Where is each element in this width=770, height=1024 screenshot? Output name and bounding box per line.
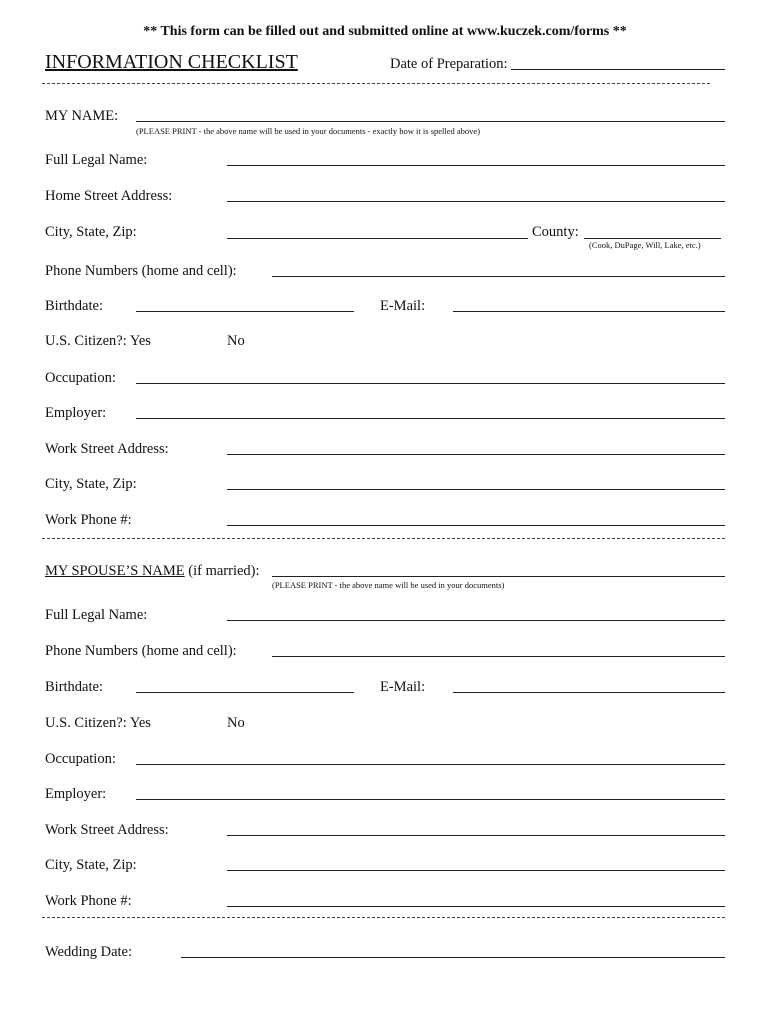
spouse-occupation-field[interactable] bbox=[136, 764, 725, 765]
spouse-work-city-state-zip-label: City, State, Zip: bbox=[45, 857, 137, 873]
my-name-label: MY NAME: bbox=[45, 108, 119, 124]
spouse-phone-numbers-field[interactable] bbox=[272, 656, 725, 657]
spouse-full-legal-name-field[interactable] bbox=[227, 620, 725, 621]
spouse-birthdate-label: Birthdate: bbox=[45, 679, 103, 695]
wedding-date-field[interactable] bbox=[181, 957, 725, 958]
work-phone-label: Work Phone #: bbox=[45, 512, 132, 528]
full-legal-name-field[interactable] bbox=[227, 165, 725, 166]
spouse-us-citizen-no[interactable]: No bbox=[227, 715, 245, 731]
form-title: INFORMATION CHECKLIST bbox=[45, 51, 298, 73]
home-street-field[interactable] bbox=[227, 201, 725, 202]
full-legal-name-label: Full Legal Name: bbox=[45, 152, 148, 168]
spouse-work-phone-label: Work Phone #: bbox=[45, 893, 132, 909]
spouse-us-citizen-yes[interactable]: U.S. Citizen?: Yes bbox=[45, 715, 151, 731]
spouse-phone-numbers-label: Phone Numbers (home and cell): bbox=[45, 643, 237, 659]
spouse-work-phone-field[interactable] bbox=[227, 906, 725, 907]
spouse-name-label bbox=[45, 563, 260, 580]
occupation-label: Occupation: bbox=[45, 370, 116, 386]
us-citizen-yes[interactable]: U.S. Citizen?: Yes bbox=[45, 333, 151, 349]
county-note: (Cook, DuPage, Will, Lake, etc.) bbox=[589, 240, 701, 250]
online-notice: ** This form can be filled out and submitted online at www.kuczek.com/forms ** bbox=[143, 24, 627, 39]
occupation-field[interactable] bbox=[136, 383, 725, 384]
section-divider bbox=[42, 83, 710, 84]
spouse-name-field[interactable] bbox=[272, 576, 725, 577]
my-name-note: (PLEASE PRINT - the above name will be used in your documents - exactly how it is spelled above) bbox=[136, 126, 481, 136]
phone-numbers-field[interactable] bbox=[272, 276, 725, 277]
home-street-label: Home Street Address: bbox=[45, 188, 173, 204]
work-phone-field[interactable] bbox=[227, 525, 725, 526]
work-street-field[interactable] bbox=[227, 454, 725, 455]
email-field[interactable] bbox=[453, 311, 725, 312]
county-field[interactable] bbox=[584, 238, 721, 239]
my-name-field[interactable] bbox=[136, 121, 725, 122]
city-state-zip-field[interactable] bbox=[227, 238, 528, 239]
section-divider bbox=[42, 538, 725, 539]
spouse-occupation-label: Occupation: bbox=[45, 751, 116, 767]
spouse-full-legal-name-label: Full Legal Name: bbox=[45, 607, 148, 623]
spouse-birthdate-field[interactable] bbox=[136, 692, 354, 693]
spouse-employer-label: Employer: bbox=[45, 786, 107, 802]
city-state-zip-label: City, State, Zip: bbox=[45, 224, 137, 240]
spouse-name-heading: MY SPOUSE’S NAME bbox=[45, 563, 185, 579]
birthdate-field[interactable] bbox=[136, 311, 354, 312]
spouse-work-city-state-zip-field[interactable] bbox=[227, 870, 725, 871]
birthdate-label: Birthdate: bbox=[45, 298, 103, 314]
spouse-name-note: (PLEASE PRINT - the above name will be used in your documents) bbox=[272, 580, 505, 590]
work-street-label: Work Street Address: bbox=[45, 441, 169, 457]
us-citizen-no[interactable]: No bbox=[227, 333, 245, 349]
county-label: County: bbox=[532, 224, 579, 240]
employer-field[interactable] bbox=[136, 418, 725, 419]
spouse-email-label: E-Mail: bbox=[380, 679, 426, 695]
spouse-employer-field[interactable] bbox=[136, 799, 725, 800]
work-city-state-zip-field[interactable] bbox=[227, 489, 725, 490]
spouse-work-street-label: Work Street Address: bbox=[45, 822, 169, 838]
phone-numbers-label: Phone Numbers (home and cell): bbox=[45, 263, 237, 279]
wedding-date-label: Wedding Date: bbox=[45, 944, 133, 960]
work-city-state-zip-label: City, State, Zip: bbox=[45, 476, 137, 492]
date-of-preparation-field[interactable] bbox=[511, 69, 725, 70]
date-of-preparation-label: Date of Preparation: bbox=[390, 56, 508, 72]
email-label: E-Mail: bbox=[380, 298, 426, 314]
section-divider bbox=[42, 917, 725, 918]
spouse-work-street-field[interactable] bbox=[227, 835, 725, 836]
spouse-email-field[interactable] bbox=[453, 692, 725, 693]
employer-label: Employer: bbox=[45, 405, 107, 421]
spouse-name-suffix: (if married): bbox=[184, 563, 260, 579]
